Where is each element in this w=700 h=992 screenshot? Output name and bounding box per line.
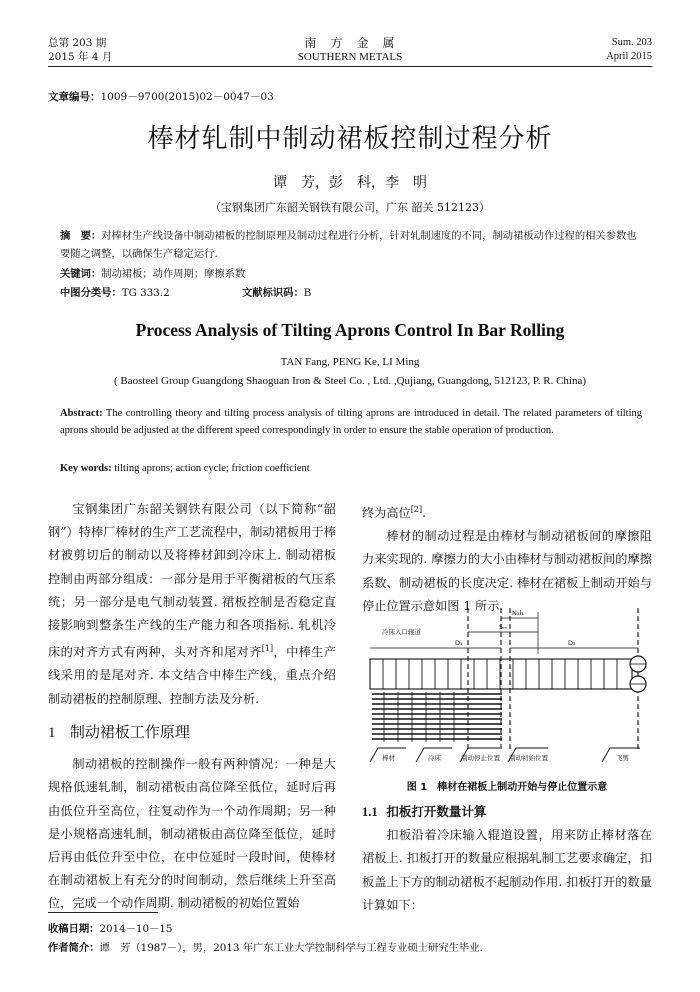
article-number [48, 89, 274, 104]
doc-code-value: B [303, 287, 312, 299]
continuation-paragraph [362, 498, 652, 525]
sum-number: Sum. 203 [611, 37, 652, 48]
label-leaders [370, 748, 640, 762]
figure-1-diagram [362, 604, 652, 768]
journal-name [250, 36, 450, 64]
keywords-zh [60, 265, 245, 280]
keywords-en-label: Key words: [60, 463, 112, 474]
journal-name-zh: 南 方 金 属 [304, 36, 396, 50]
abstract-en-text: The controlling theory and tilting process analysis of tilting aprons are introduced in detail. The related parameters of tilting aprons should be adjusted at the different speed correspondingly in order to ensure the stable operation of production. [60, 408, 642, 436]
keywords-zh-text: 制动裙板；动作周期；摩擦系数 [101, 268, 246, 280]
authors-zh: 谭 芳，彭 科，李 明 [273, 175, 427, 191]
continuation-text: 终为高位 [362, 506, 411, 521]
keywords-zh-label: 关键词： [60, 268, 102, 280]
issue-date: 2015 年 4 月 [48, 51, 113, 63]
received-label: 收稿日期： [48, 923, 100, 935]
dim-label-sm: Sₘ [499, 623, 508, 631]
article-number-value: 1009－9700(2015)02－0047－03 [100, 91, 274, 103]
document-code [242, 284, 311, 299]
abstract-zh [60, 228, 640, 263]
continuation-end: . [422, 506, 426, 521]
label-start-position: 制动初始位置 [509, 754, 548, 762]
received-value: 2014－10－15 [99, 923, 173, 935]
issue-number: 总第 203 期 [48, 37, 107, 49]
author-bio [48, 939, 483, 954]
figure-1-caption-text: 图 1 棒材在裙板上制动开始与停止位置示意 [406, 782, 608, 793]
right-column-top [362, 498, 652, 618]
figure-1-caption [362, 778, 652, 793]
section-1-1-title: 扣板打开数量计算 [386, 804, 487, 819]
apron-count-paragraph: 扣板沿着冷床输入辊道设置，用来防止棒材落在裙板上. 扣板打开的数量应根据轧制工艺要求确定，扣板盖上下方的制动裙板不起制动作用. 扣板打开的数量计算如下： [362, 828, 652, 912]
abstract-zh-text: 对棒材生产线设备中制动裙板的控制原理及制动过程进行分析，针对轧制速度的不同，制动裙板动作过程的相关参数也要随之调整，以确保生产稳定运行. [60, 230, 637, 260]
article-number-label: 文章编号： [48, 91, 101, 103]
author-bio-label: 作者简介： [48, 942, 100, 954]
citation-1: [1] [261, 644, 274, 654]
principle-paragraph: 制动裙板的控制操作一般有两种情况：一种是大规格低速轧制，制动裙板由高位降至低位，延时后再由低位升至高位，往复动作为一个动作周期；另一种是小规格高速轧制，制动裙板由高位降至低位，延时后再由低位升至中位，在中位延时一段时间，使棒材在制动裙板上有充分的时间制动，然后继续上升至高位，完成一个动作周期. 制动裙板的初始位置始 [48, 757, 336, 911]
section-1-heading [48, 721, 336, 745]
abstract-en-label: Abstract: [60, 408, 103, 419]
right-column-bottom [362, 800, 652, 917]
dim-label-top: N₁l₁ [512, 609, 524, 617]
footnote-rule [48, 912, 158, 913]
doc-code-label: 文献标识码： [242, 287, 304, 299]
clc-value: TG 333.2 [121, 287, 170, 299]
section-1-number: 1 [48, 724, 56, 741]
header-rule [48, 66, 652, 67]
journal-name-en: SOUTHERN METALS [297, 51, 403, 63]
label-roller-table: 冷床入口辊道 [382, 628, 421, 636]
intro-text-a: 宝钢集团广东韶关钢铁有限公司（以下简称“韶钢”）特棒厂棒材的生产工艺流程中，制动裙板用于棒材被剪切后的制动以及将棒材卸到冷床上. 制动裙板控制由两部分组成：一部分是用于平衡裙板的气压系统；另一部分是电气制动装置. 裙板控制是否稳定直接影响到整条生产线的生产能力和各项指标. 轧机冷床的对齐方式有两种，头对齐和尾对齐 [48, 502, 336, 660]
label-flying-shear: 飞剪 [616, 754, 629, 762]
abstract-en [60, 405, 642, 439]
abstract-zh-label: 摘 要： [60, 230, 102, 242]
affiliation-zh: （宝钢集团广东韶关钢铁有限公司，广东 韶关 512123） [210, 201, 490, 214]
braking-paragraph: 棒材的制动过程是由棒材与制动裙板间的摩擦阻力来实现的. 摩擦力的大小由棒材与制动裙板间的摩擦系数、制动裙板的长度决定. 棒材在裙板上制动开始与停止位置示意如图 1 所示. [362, 529, 652, 613]
journal-issue-left [48, 36, 112, 64]
authors-en: TAN Fang, PENG Ke, LI Ming [280, 356, 420, 368]
left-column [48, 498, 336, 916]
keywords-en-text: tilting aprons; action cycle; friction coefficient [114, 463, 310, 474]
issue-month: April 2015 [606, 51, 652, 62]
intro-paragraph [48, 498, 336, 711]
label-stop-position: 制动停止位置 [461, 754, 500, 762]
clc-number [60, 284, 170, 299]
keywords-en [60, 460, 310, 477]
clc-label: 中图分类号： [60, 287, 122, 299]
label-cooling-bed: 冷床 [428, 754, 441, 762]
roller-dividers [383, 659, 617, 689]
affiliation-en: ( Baosteel Group Guangdong Shaoguan Iron & Steel Co. , Ltd. ,Qujiang, Guangdong, 512123, P. R. China) [113, 375, 587, 387]
dim-label-d2: D₂ [568, 639, 576, 647]
author-bio-text: 谭 芳（1987－），男，2013 年广东工业大学控制科学与工程专业硕士研究生毕业. [99, 942, 483, 954]
section-1-1-heading [362, 800, 652, 824]
label-bar: 棒材 [382, 754, 395, 762]
received-date [48, 920, 173, 935]
title-en: Process Analysis of Tilting Aprons Control In Bar Rolling [135, 320, 565, 340]
citation-2: [2] [410, 505, 423, 514]
section-1-title: 制动裙板工作原理 [69, 722, 190, 741]
cooling-bed-bars [372, 694, 502, 739]
dim-label-d1: D₁ [455, 639, 463, 647]
journal-issue-right [606, 36, 652, 64]
intro-text-b: ，中棒生产线采用的是尾对齐. 本文结合中棒生产线，重点介绍制动裙板的控制原理、控制方法及分析. [48, 645, 337, 706]
page-title: 棒材轧制中制动裙板控制过程分析 [147, 124, 553, 154]
section-1-1-number: 1.1 [362, 805, 378, 819]
